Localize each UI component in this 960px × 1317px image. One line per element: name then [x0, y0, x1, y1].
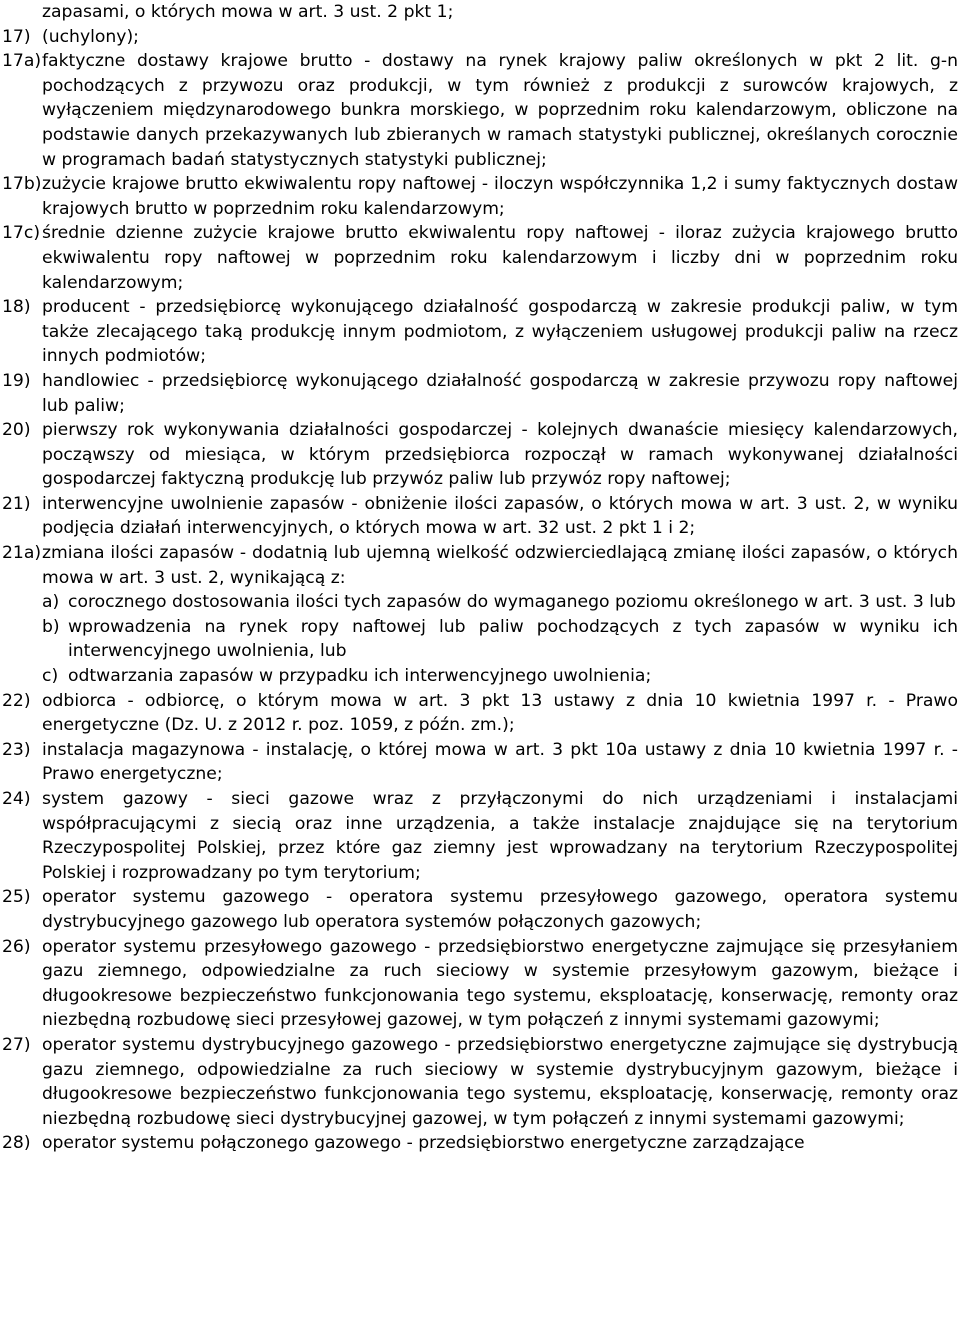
- item-text: operator systemu przesyłowego gazowego - przedsiębiorstwo energetyczne zajmujące się przesyłaniem gazu ziemnego, odpowiedzialne za ruch sieciowy w systemie przesyłowym gazowym, bieżące i długookresowe bezpieczeństwo funkcjonowania tego systemu, eksploatację, konserwację, remonty oraz niezbędną rozbudowę sieci przesyłowej gazowej, w tym połączeń z innymi systemami gazowymi;: [42, 936, 958, 1031]
- item-text: instalacja magazynowa - instalację, o której mowa w art. 3 pkt 10a ustawy z dnia 10 kwietnia 1997 r. - Prawo energetyczne;: [42, 739, 958, 785]
- definition-item: [2, 1131, 958, 1156]
- item-number: 17b): [2, 174, 42, 195]
- subitem-letter: a): [42, 592, 60, 613]
- item-text: operator systemu gazowego - operatora systemu przesyłowego gazowego, operatora systemu dystrybucyjnego gazowego lub operatora systemów połączonych gazowych;: [42, 887, 958, 932]
- item-number: 27): [2, 1034, 31, 1055]
- item-number: 28): [2, 1133, 31, 1154]
- definition-item: [2, 935, 958, 1033]
- item-number: 22): [2, 690, 31, 711]
- item-text: zmiana ilości zapasów - dodatnią lub ujemną wielkość odzwierciedlającą zmianę ilości zapasów, o których mowa w art. 3 ust. 2, wynikającą z:: [42, 543, 958, 588]
- definition-item: [2, 418, 958, 492]
- item-text: interwencyjne uwolnienie zapasów - obniżenie ilości zapasów, o których mowa w art. 3 ust. 2, w wyniku podjęcia działań interwencyjnych, o których mowa w art. 32 ust. 2 pkt 1 i 2;: [42, 493, 958, 539]
- definition-list: [2, 25, 958, 1156]
- definition-item: [2, 885, 958, 934]
- document-page: [2, 0, 958, 1156]
- item-text: odbiorca - odbiorcę, o którym mowa w art. 3 pkt 13 ustawy z dnia 10 kwietnia 1997 r. - Prawo energetyczne (Dz. U. z 2012 r. poz. 1059, z późn. zm.);: [42, 690, 958, 736]
- intro-continuation: zapasami, o których mowa w art. 3 ust. 2 pkt 1;: [42, 2, 454, 22]
- item-number: 20): [2, 420, 31, 441]
- subitem-text: odtwarzania zapasów w przypadku ich interwencyjnego uwolnienia;: [68, 666, 652, 687]
- item-number: 26): [2, 936, 31, 957]
- definition-item: [2, 787, 958, 885]
- definition-item: [2, 1033, 958, 1131]
- item-text: faktyczne dostawy krajowe brutto - dostawy na rynek krajowy paliw określonych w pkt 2 lit. g-n pochodzących z przywozu oraz produkcji, w tym również z produkcji z surowców krajowych, z wyłączeniem międzynarodowego bunkra morskiego, w poprzednim roku kalendarzowym, obliczone na podstawie danych przekazywanych lub zbieranych w ramach statystyki publicznej, określanych corocznie w programach badań statystycznych statystyki publicznej;: [42, 51, 958, 170]
- subitem-letter: b): [42, 616, 60, 637]
- item-number: 17c): [2, 223, 41, 244]
- item-text: zużycie krajowe brutto ekwiwalentu ropy naftowej - iloczyn współczynnika 1,2 i sumy faktycznych dostaw krajowych brutto w poprzednim roku kalendarzowym;: [42, 174, 958, 219]
- subitem-text: corocznego dostosowania ilości tych zapasów do wymaganego poziomu określonego w art. 3 ust. 3 lub: [68, 592, 956, 613]
- item-number: 17): [2, 26, 31, 47]
- definition-item: [2, 492, 958, 541]
- item-text: system gazowy - sieci gazowe wraz z przyłączonymi do nich urządzeniami i instalacjami współpracującymi z siecią oraz inne urządzenia, a także instalacje znajdujące się na terytorium Rzeczypospolitej Polskiej, przez które gaz ziemny jest wprowadzany na terytorium Rzeczypospolitej Polskiej i rozprowadzany po tym terytorium;: [42, 789, 958, 883]
- definition-item: [2, 49, 958, 172]
- item-text: (uchylony);: [42, 26, 139, 47]
- item-number: 19): [2, 370, 31, 391]
- definition-item: [2, 541, 958, 590]
- item-text: operator systemu połączonego gazowego - przedsiębiorstwo energetyczne zarządzające: [42, 1133, 805, 1154]
- definition-item: [2, 369, 958, 418]
- item-text: handlowiec - przedsiębiorcę wykonującego działalność gospodarczą w zakresie przywozu ropy naftowej lub paliw;: [42, 370, 958, 416]
- definition-item: [2, 172, 958, 221]
- definition-subitem: [2, 615, 958, 664]
- subitem-letter: c): [42, 666, 59, 687]
- item-text: producent - przedsiębiorcę wykonującego działalność gospodarczą w zakresie produkcji paliw, w tym także zlecającego taką produkcję innym podmiotom, z wyłączeniem usługowej produkcji paliw na rzecz innych podmiotów;: [42, 297, 958, 367]
- item-number: 24): [2, 789, 31, 809]
- item-number: 21a): [2, 543, 42, 564]
- item-number: 18): [2, 297, 31, 318]
- item-number: 17a): [2, 51, 42, 72]
- definition-item: [2, 295, 958, 369]
- item-text: średnie dzienne zużycie krajowe brutto ekwiwalentu ropy naftowej - iloraz zużycia krajowego brutto ekwiwalentu ropy naftowej w poprzednim roku kalendarzowym i liczby dni w poprzednim roku kalendarzowym;: [42, 223, 958, 293]
- definition-item: [2, 25, 958, 50]
- subitem-text: wprowadzenia na rynek ropy naftowej lub paliw pochodzących z tych zapasów w wyniku ich interwencyjnego uwolnienia, lub: [68, 616, 958, 662]
- definition-item: [2, 738, 958, 787]
- definition-item: [2, 221, 958, 295]
- item-text: pierwszy rok wykonywania działalności gospodarczej - kolejnych dwanaście miesięcy kalendarzowych, począwszy od miesiąca, w którym przedsiębiorca rozpoczął w ramach wykonywanej działalności gospodarczej faktyczną produkcję lub przywóz paliw lub przywóz ropy naftowej;: [42, 420, 958, 490]
- definition-subitem: [2, 590, 958, 615]
- item-number: 21): [2, 493, 31, 514]
- item-text: operator systemu dystrybucyjnego gazowego - przedsiębiorstwo energetyczne zajmujące się dystrybucją gazu ziemnego, odpowiedzialne za ruch sieciowy w systemie dystrybucyjnym gazowym, bieżące i długookresowe bezpieczeństwo funkcjonowania tego systemu, eksploatację, konserwację, remonty oraz niezbędną rozbudowę sieci dystrybucyjnej gazowej, w tym połączeń z innymi systemami gazowymi;: [42, 1034, 958, 1129]
- definition-subitem: [2, 664, 958, 689]
- item-number: 25): [2, 887, 31, 908]
- item-number: 23): [2, 739, 31, 760]
- definition-item: [2, 689, 958, 738]
